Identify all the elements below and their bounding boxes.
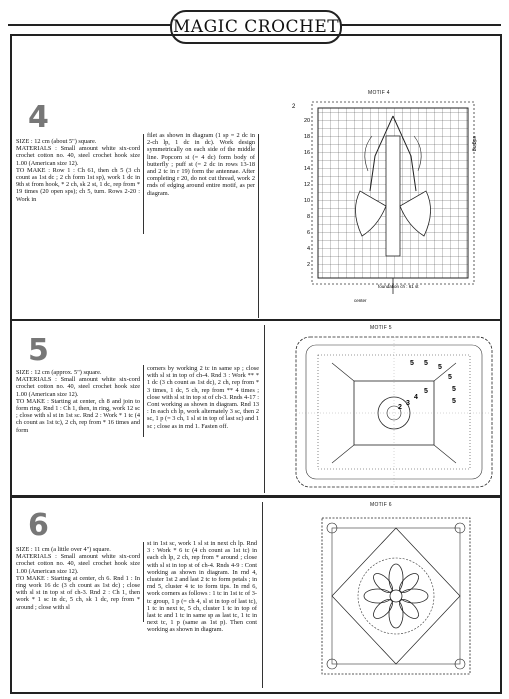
row-label: 18 [304, 134, 311, 140]
diagram-edging-label: edging [471, 136, 477, 152]
magazine-title: MAGIC CROCHET [172, 17, 340, 37]
row-label: 10 [304, 198, 311, 204]
diagram-row-labels [304, 118, 310, 268]
round-mark: 2 [398, 404, 402, 411]
motif-4-instructions [16, 138, 140, 203]
motif-materials: MATERIALS : Small amount white six-cord crochet cotton no. 40, steel crochet hook size 1.00 (American size 12). [16, 145, 140, 167]
motif-label: MOTIF 4 [368, 90, 390, 96]
row-label: 4 [307, 246, 311, 252]
column-divider [143, 134, 144, 234]
row-label: 6 [307, 230, 311, 236]
round-mark: 5 [452, 386, 456, 393]
diagram-center-label: center [354, 298, 367, 303]
motif-5-instructions [16, 369, 140, 434]
motif-size: SIZE : 12 cm (about 5") square. [16, 138, 97, 145]
column-divider [262, 502, 263, 688]
row-label: 12 [304, 182, 311, 188]
motif-size: SIZE : 11 cm (a little over 4") square. [16, 546, 111, 553]
column-divider [143, 542, 144, 622]
column-divider [143, 365, 144, 437]
motif-number: 4 [28, 100, 49, 135]
motif-5-crochet-chart [292, 333, 496, 491]
motif-label: MOTIF 6 [370, 502, 392, 508]
motif-6-panel [10, 496, 502, 694]
diagram-foundation-label: foundation ch : 61 st [378, 284, 419, 289]
round-mark: 5 [424, 360, 428, 367]
column-divider [264, 325, 265, 493]
motif-to-make: TO MAKE : Starting at center, ch 8 and join to form ring. Rnd 1 : Ch 1, then, in ring, work 12 sc ; close with sl st in 1st sc. Rnd 2 : Work * 1 tc (4 ch count as 1st tc), 2 ch, rep from * 16 times and form [16, 397, 140, 434]
row-label: 20 [304, 118, 311, 124]
row-label: 8 [307, 214, 311, 220]
motif-to-make: TO MAKE : Row 1 : Ch 61, then ch 5 (3 ch count as 1st dc ; 2 ch form 1st sp), work 1 dc in 9th st from hook, * 2 ch, sk 2 st, 1 dc, rep from * 19 times (20 open sps); ch 5, turn. Rows 2-20 : Work in [16, 166, 140, 203]
motif-5-panel [10, 319, 502, 497]
motif-6-instructions-continued: st in 1st sc, work 1 sl st in next ch lp. Rnd 3 : Work * 6 tc (4 ch count as 1st tc) in each ch lp, 2 ch, rep from * around ; close with sl st in top st of ch-4. Rnds 4-9 : Cont working as shown in diagram. In rnd 4, cluster 1st 2 and last 2 tc to form petals ; in rnd 5, cluster 4 tc to form tips. In rnd 6, work corners as follows : 1 tc in 1st tc of 3-tc group, 1 p (= ch 4, sl st in top of last tc), 1 tc in next tc, 5 ch, cluster 1 tc in top of last tc and 1 tc in same sp as last tc, 1 tc in next tc, 1 p (same as 1st p). Then cont working as shown in diagram. [147, 540, 257, 634]
row-label: 16 [304, 150, 311, 156]
motif-6-instructions [16, 546, 140, 611]
motif-materials: MATERIALS : Small amount white six-cord crochet cotton no. 40, steel crochet hook size 1.00 (American size 12). [16, 376, 140, 398]
motif-5-instructions-continued: corners by working 2 tc in same sp ; close with sl st in top of ch-4. Rnd 3 : Work ** * 1 dc (3 ch count as 1st dc), 2 ch, rep from * 3 times, 1 dc, 5 ch, rep from ** 4 times ; close with sl st in top st of ch-3. Rnds 4-17 : Cont working as shown in diagram. Rnd 13 : In each ch lp, work alternately 3 sc, then 2 sc, 1 p (= 3 ch, 1 sl st in top of last sc) and 1 sc ; close as in rnd 1. Fasten off. [147, 365, 259, 430]
chart-round-marks [398, 360, 456, 411]
motif-4-panel [10, 34, 502, 321]
round-mark: 5 [410, 360, 414, 367]
motif-6-crochet-chart [316, 512, 476, 680]
motif-4-filet-diagram [290, 96, 490, 306]
diagram-corner-label: 2 [292, 104, 296, 110]
row-label: 14 [304, 166, 311, 172]
row-label: 2 [307, 262, 311, 268]
column-divider [258, 134, 259, 318]
motif-number: 6 [28, 508, 49, 543]
motif-materials: MATERIALS : Small amount white six-cord crochet cotton no. 40, steel crochet hook size 1.00 (American size 12). [16, 553, 140, 575]
round-mark: 4 [414, 394, 418, 401]
round-mark: 5 [452, 398, 456, 405]
round-mark: 5 [448, 374, 452, 381]
motif-size: SIZE : 12 cm (approx. 5") square. [16, 369, 102, 376]
motif-label: MOTIF 5 [370, 325, 392, 331]
motif-number: 5 [28, 333, 49, 368]
motif-4-instructions-continued: filet as shown in diagram (1 sp = 2 dc in 2-ch lp, 1 dc in dc). Work design symmetrically on each side of the middle line. Popcorn st (= 4 dc) form body of butterfly ; puff st (= 2 dc in rows 13-18 and 2 tc in r 19) form the antennae. After completing r 20, do not cut thread, work 2 rnds of edging around entire motif, as per diagram. [147, 132, 255, 197]
motif-to-make: TO MAKE : Starting at center, ch 6. Rnd 1 : In ring work 16 dc (3 ch count as 1st dc) ; close with sl st in top st of ch-3. Rnd 2 : Ch 1, then work * 1 sc in dc, 5 ch, sk 1 dc, rep from * around ; close with sl [16, 574, 140, 611]
round-mark: 3 [406, 400, 410, 407]
round-mark: 5 [438, 364, 442, 371]
round-mark: 5 [424, 388, 428, 395]
